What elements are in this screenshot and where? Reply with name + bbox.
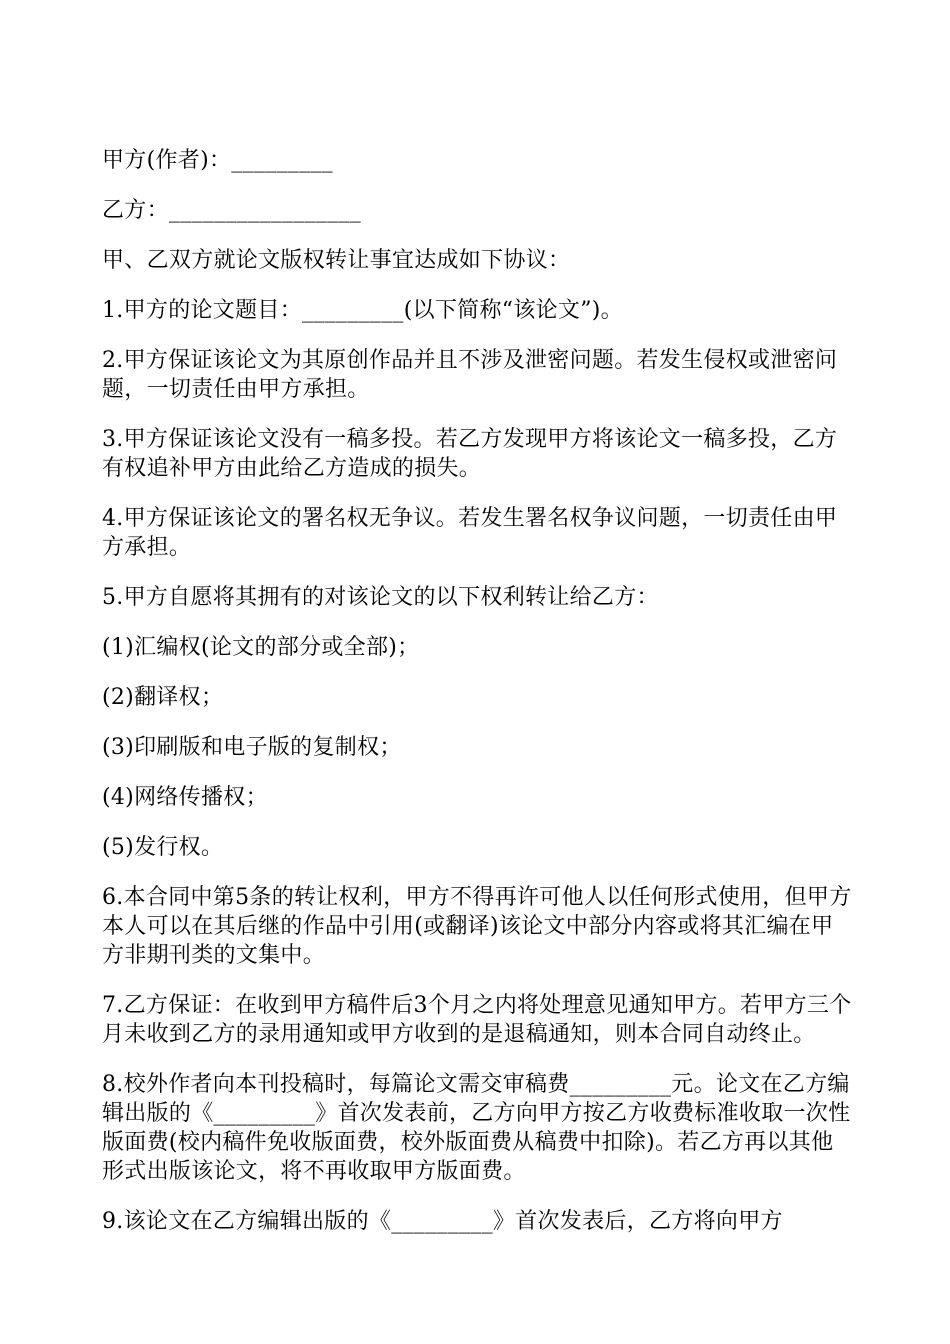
- party-a-line: 甲方(作者)：_________: [102, 148, 333, 173]
- clause-5: 5.甲方自愿将其拥有的对该论文的以下权利转让给乙方：: [102, 585, 659, 610]
- clause-3: 3.甲方保证该论文没有一稿多投。若乙方发现甲方将该论文一稿多投，乙方有权追补甲方由此给乙方造成的损失。: [102, 427, 838, 481]
- agreement-intro: 甲、乙双方就论文版权转让事宜达成如下协议：: [102, 248, 571, 273]
- clause-1: 1.甲方的论文题目：_________(以下简称“该论文”)。: [102, 298, 623, 323]
- document-page: [102, 146, 854, 1257]
- party-b-line: 乙方：_________________: [102, 198, 361, 223]
- clause-9: 9.该论文在乙方编辑出版的《_________》首次发表后，乙方将向甲方: [102, 1209, 783, 1234]
- clause-2: 2.甲方保证该论文为其原创作品并且不涉及泄密问题。若发生侵权或泄密问题，一切责任由甲方承担。: [102, 348, 838, 402]
- clause-8: 8.校外作者向本刊投稿时，每篇论文需交审稿费_________元。论文在乙方编辑出版的《_________》首次发表前，乙方向甲方按乙方收费标准收取一次性版面费(校内稿件免收版面费，校外版面费从稿费中扣除)。若乙方再以其他形式出版该论文，将不再收取甲方版面费。: [102, 1072, 851, 1184]
- clause-5-item-1: (1)汇编权(论文的部分或全部)；: [102, 635, 420, 660]
- clause-4: 4.甲方保证该论文的署名权无争议。若发生署名权争议问题，一切责任由甲方承担。: [102, 506, 838, 560]
- clause-5-item-5: (5)发行权。: [102, 835, 224, 860]
- clause-7: 7.乙方保证：在收到甲方稿件后3个月之内将处理意见通知甲方。若甲方三个月未收到乙方的录用通知或甲方收到的是退稿通知，则本合同自动终止。: [102, 993, 852, 1047]
- clause-5-item-3: (3)印刷版和电子版的复制权；: [102, 735, 402, 760]
- clause-6: 6.本合同中第5条的转让权利，甲方不得再许可他人以任何形式使用，但甲方本人可以在其后继的作品中引用(或翻译)该论文中部分内容或将其汇编在甲方非期刊类的文集中。: [102, 885, 852, 968]
- clause-5-item-2: (2)翻译权；: [102, 685, 224, 710]
- clause-5-item-4: (4)网络传播权；: [102, 785, 268, 810]
